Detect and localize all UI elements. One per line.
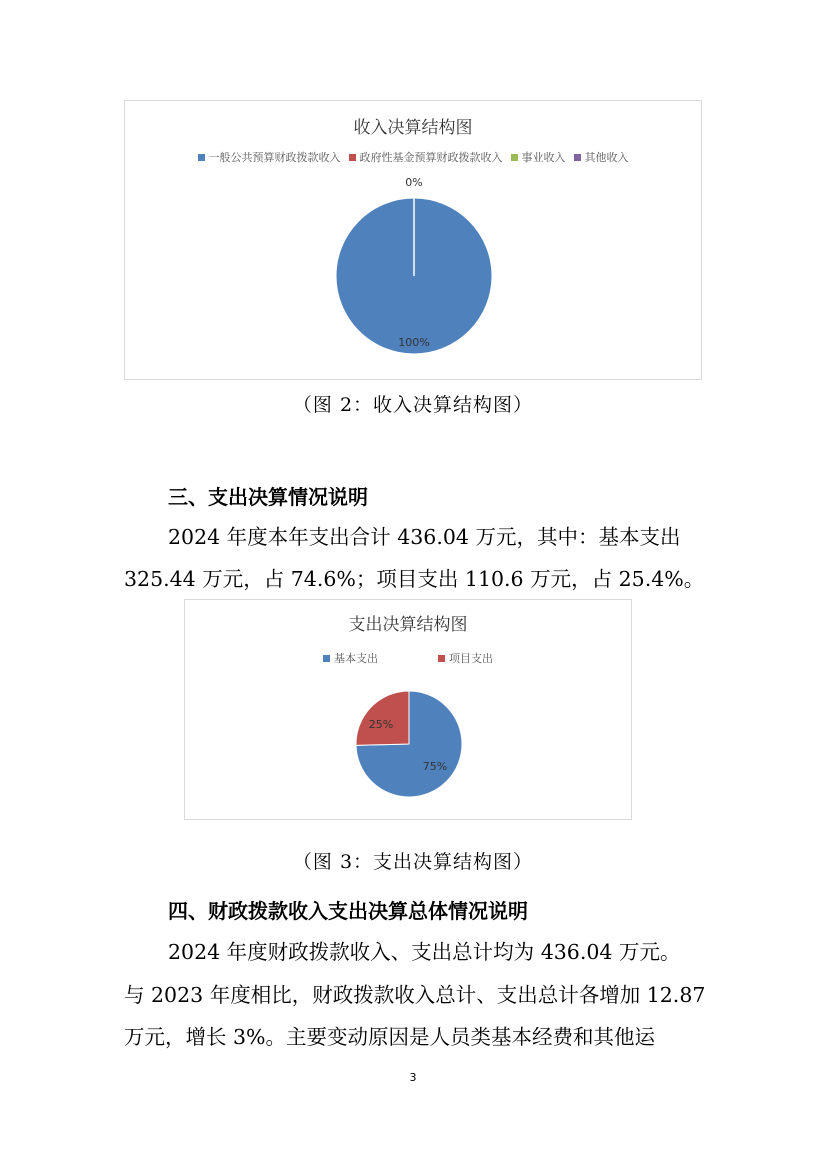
section-4-heading: 四、财政拨款收入支出决算总体情况说明: [168, 899, 528, 923]
income-structure-chart: [124, 100, 702, 380]
legend-label: 政府性基金预算财政拨款收入: [359, 151, 503, 164]
paragraph-line: 万元，增长 3%。主要变动原因是人员类基本经费和其他运: [124, 1025, 656, 1049]
legend-label: 事业收入: [521, 151, 566, 164]
expenditure-chart-title: 支出决算结构图: [348, 615, 468, 635]
paragraph-line: 2024 年度财政拨款收入、支出总计均为 436.04 万元。: [168, 940, 681, 964]
legend-label: 一般公共预算财政拨款收入: [208, 151, 341, 164]
paragraph-line: 2024 年度本年支出合计 436.04 万元，其中：基本支出: [168, 525, 681, 549]
paragraph-line: 325.44 万元，占 74.6%；项目支出 110.6 万元，占 25.4%。: [124, 567, 705, 591]
data-label-full: 100%: [398, 336, 430, 349]
page-number: 3: [409, 1071, 417, 1084]
figure-2-caption: （图 2：收入决算结构图）: [292, 394, 534, 416]
expenditure-structure-chart: [184, 599, 632, 820]
figure-3-caption: （图 3：支出决算结构图）: [292, 851, 534, 873]
data-label-basic: 75%: [422, 760, 448, 773]
data-label-project: 25%: [368, 718, 394, 731]
legend-label: 其他收入: [584, 151, 629, 164]
legend-label: 项目支出: [449, 652, 493, 665]
income-chart-title: 收入决算结构图: [353, 118, 473, 138]
legend-label: 基本支出: [334, 652, 378, 665]
paragraph-line: 与 2023 年度相比，财政拨款收入总计、支出总计各增加 12.87: [124, 983, 706, 1007]
expenditure-pie: [185, 600, 633, 821]
section-3-heading: 三、支出决算情况说明: [168, 485, 368, 509]
data-label-zero: 0%: [405, 176, 423, 189]
income-pie: [125, 101, 703, 381]
